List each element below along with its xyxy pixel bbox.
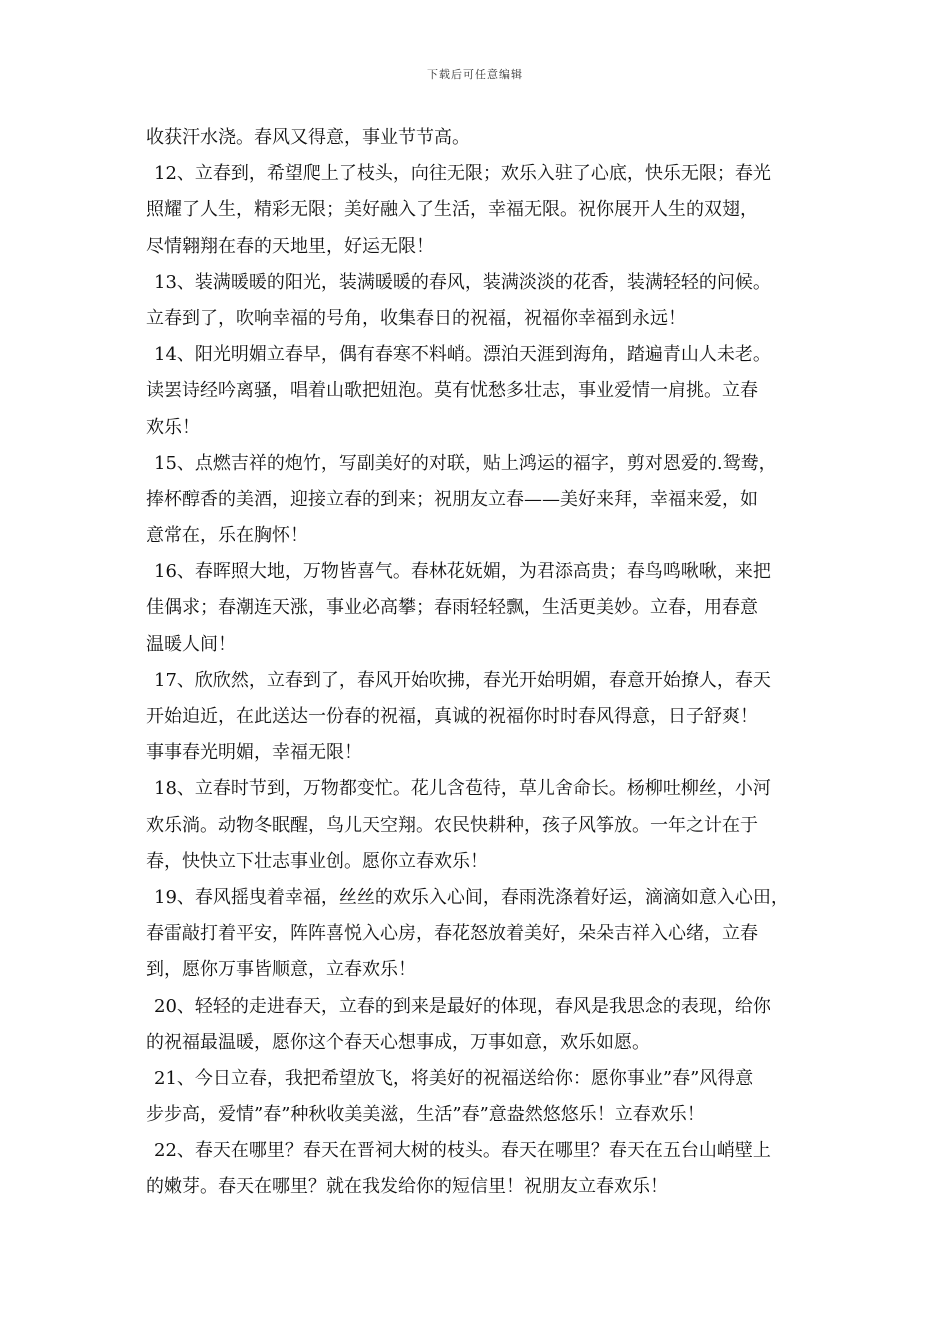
text-line: 欢乐！: [146, 416, 200, 438]
text-line: 读罢诗经吟离骚，唱着山歌把妞泡。莫有忧愁多壮志，事业爱情一肩挑。立春: [146, 380, 758, 402]
text-line: 开始迫近，在此送达一份春的祝福，真诚的祝福你时时春风得意，日子舒爽！: [146, 706, 758, 727]
text-line: 尽情翱翔在春的天地里，好运无限！: [146, 235, 434, 257]
text-line: 20、轻轻的走进春天，立春的到来是最好的体现，春风是我思念的表现，给你: [154, 995, 771, 1017]
text-line: 收获汗水浇。春风又得意，事业节节高。: [146, 127, 470, 148]
text-line: 到，愿你万事皆顺意，立春欢乐！: [146, 959, 416, 981]
text-line: 照耀了人生，精彩无限；美好融入了生活，幸福无限。祝你展开人生的双翅，: [146, 199, 758, 221]
text-line: 13、装满暖暖的阳光，装满暖暖的春风，装满淡淡的花香，装满轻轻的问候。: [154, 271, 771, 293]
text-line: 17、欣欣然，立春到了，春风开始吹拂，春光开始明媚，春意开始撩人，春天: [154, 669, 771, 691]
text-line: 12、立春到，希望爬上了枝头，向往无限；欢乐入驻了心底，快乐无限；春光: [154, 163, 771, 185]
page-header: 下载后可任意编辑: [427, 68, 523, 81]
text-line: 步步高，爱情”春”种秋收美美滋，生活”春”意盎然悠悠乐！立春欢乐！: [146, 1104, 705, 1126]
text-line: 18、立春时节到，万物都变忙。花儿含苞待，草儿舍命长。杨柳吐柳丝，小河: [154, 778, 771, 800]
text-line: 的嫩芽。春天在哪里？就在我发给你的短信里！祝朋友立春欢乐！: [146, 1176, 668, 1198]
text-line: 15、点燃吉祥的炮竹，写副美好的对联，贴上鸿运的福字，剪对恩爱的.鸳鸯，: [154, 452, 777, 474]
text-line: 21、今日立春，我把希望放飞，将美好的祝福送给你：愿你事业”春”风得意: [154, 1067, 754, 1089]
text-line: 捧杯醇香的美酒，迎接立春的到来；祝朋友立春——美好来拜，幸福来爱，如: [146, 488, 758, 510]
text-line: 19、春风摇曳着幸福，丝丝的欢乐入心间，春雨洗涤着好运，滴滴如意入心田，: [154, 886, 789, 908]
text-line: 22、春天在哪里？春天在晋祠大树的枝头。春天在哪里？春天在五台山峭壁上: [154, 1140, 771, 1162]
text-line: 16、春晖照大地，万物皆喜气。春林花妩媚，为君添高贵；春鸟鸣啾啾，来把: [154, 561, 771, 583]
text-line: 春雷敲打着平安，阵阵喜悦入心房，春花怒放着美好，朵朵吉祥入心绪，立春: [146, 923, 758, 945]
text-line: 佳偶求；春潮连天涨，事业必高攀；春雨轻轻飘，生活更美妙。立春，用春意: [146, 597, 758, 619]
text-line: 的祝福最温暖，愿你这个春天心想事成，万事如意，欢乐如愿。: [146, 1031, 650, 1053]
text-line: 春，快快立下壮志事业创。愿你立春欢乐！: [146, 850, 488, 872]
text-line: 事事春光明媚，幸福无限！: [146, 742, 362, 764]
text-line: 14、阳光明媚立春早，偶有春寒不料峭。漂泊天涯到海角，踏遍青山人未老。: [154, 344, 771, 366]
text-line: 意常在，乐在胸怀！: [146, 525, 308, 547]
text-line: 温暖人间！: [146, 633, 236, 655]
text-line: 立春到了，吹响幸福的号角，收集春日的祝福，祝福你幸福到永远！: [146, 307, 686, 329]
document-body: [146, 120, 810, 1206]
text-line: 欢乐淌。动物冬眠醒，鸟儿天空翔。农民快耕种，孩子风筝放。一年之计在于: [146, 814, 758, 836]
